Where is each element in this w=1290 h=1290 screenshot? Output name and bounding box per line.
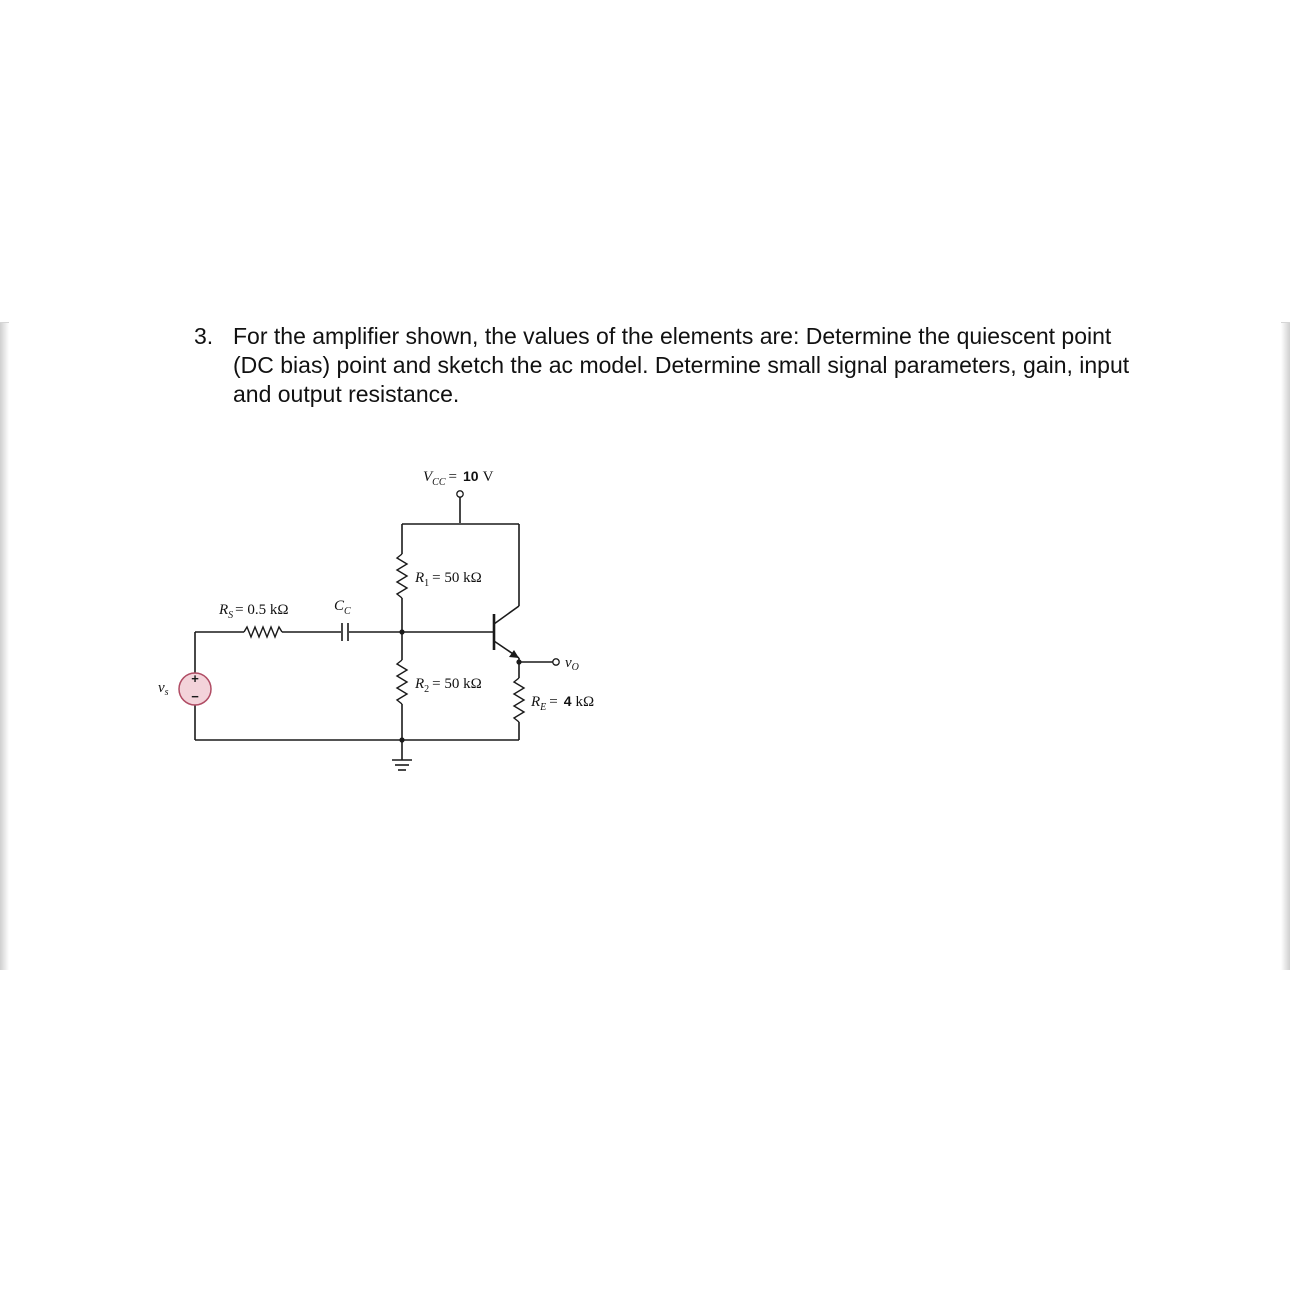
ground-symbol: [392, 740, 412, 770]
npn-transistor: [494, 606, 519, 658]
re-label: $R_E = 4$ kΩ: [531, 693, 595, 713]
rs-label: $R_S = 0.5$ kΩ: [219, 602, 289, 621]
vs-plus-sign: +: [191, 671, 199, 686]
re-resistor: [514, 678, 524, 722]
vs-minus-sign: −: [191, 689, 199, 704]
r2-resistor: [397, 660, 407, 704]
r1-label: $R_1 = 50$ kΩ: [415, 570, 482, 589]
rs-resistor: [244, 627, 282, 637]
vcc-terminal: [457, 491, 463, 523]
r1-resistor: [397, 554, 407, 598]
vs-label: $v_s$: [158, 680, 169, 698]
r2-label: $R_2 = 50$ kΩ: [415, 676, 482, 695]
cc-label: $C_C$: [334, 598, 351, 617]
vcc-label: $V_{CC} = 10$ V: [423, 468, 494, 488]
problem-text: For the amplifier shown, the values of the elements are: Determine the quiescent point (DC bias) point and sketch the ac model. Determine small signal parameters, gain, input and output resistance.: [233, 323, 1130, 407]
coupling-capacitor: [342, 623, 348, 641]
vo-label: $v_O$: [565, 655, 579, 673]
output-terminal: [553, 659, 559, 665]
problem-number: 3.: [194, 323, 214, 349]
